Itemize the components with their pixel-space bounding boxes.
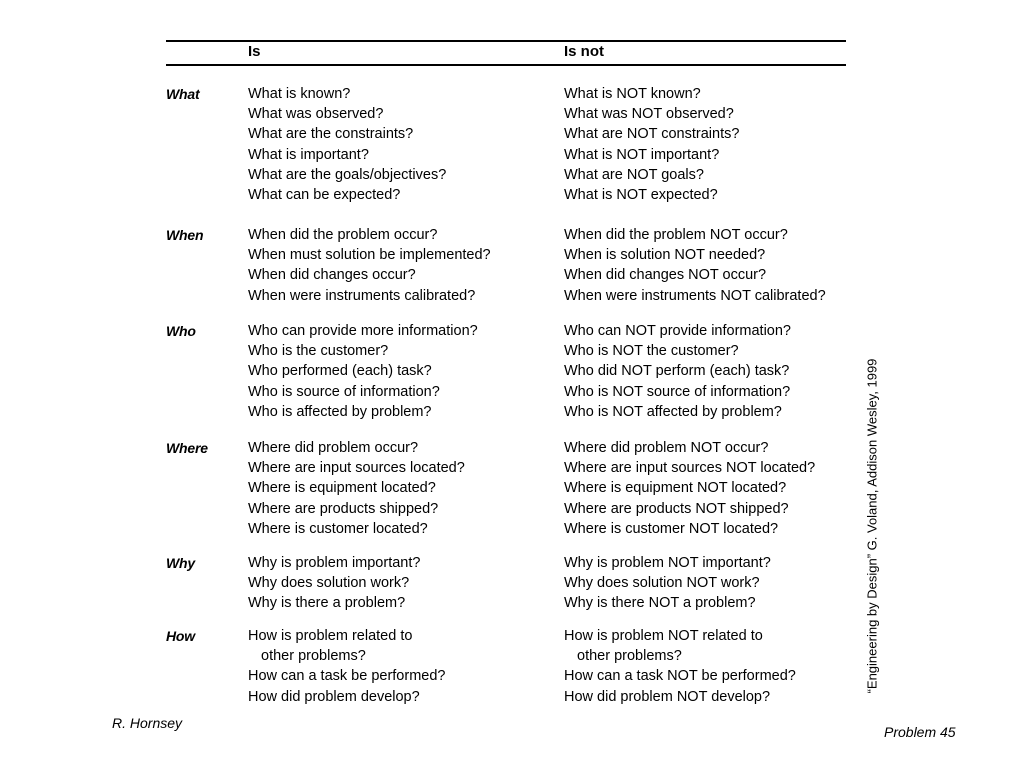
question-line: Where did problem occur? — [248, 440, 419, 456]
question-line: Where are input sources located? — [248, 460, 465, 477]
question-line: When were instruments calibrated? — [248, 287, 476, 304]
category-label: Where — [166, 440, 208, 456]
question-line: What was NOT observed? — [564, 106, 734, 123]
question-line: How can a task be performed? — [248, 668, 446, 685]
question-line: When were instruments NOT calibrated? — [564, 287, 826, 304]
is-column — [248, 438, 465, 539]
question-line: Why is there NOT a problem? — [564, 595, 756, 612]
question-line: Where is customer NOT located? — [564, 520, 779, 537]
question-line: When must solution be implemented? — [248, 247, 491, 264]
question-line: other problems? — [577, 648, 682, 665]
table-header-rule — [166, 64, 846, 66]
is-not-column — [564, 84, 739, 205]
question-line: Who is source of information? — [248, 383, 440, 400]
category-label: When — [166, 227, 204, 243]
is-not-column — [564, 626, 796, 707]
question-line: What are NOT goals? — [564, 166, 704, 183]
question-line: What is important? — [248, 146, 369, 163]
question-line: Who can provide more information? — [248, 323, 478, 339]
question-line: Where are input sources NOT located? — [564, 460, 816, 477]
question-line: How did problem develop? — [248, 688, 420, 705]
question-line: Where is customer located? — [248, 520, 428, 537]
question-line: When is solution NOT needed? — [564, 247, 766, 264]
question-line: What can be expected? — [248, 187, 401, 204]
question-line: Who performed (each) task? — [248, 363, 432, 380]
question-line: What are the goals/objectives? — [248, 166, 447, 183]
question-line: other problems? — [261, 648, 366, 665]
question-line: Who is NOT the customer? — [564, 343, 739, 360]
header-is-not: Is not — [564, 43, 604, 60]
question-line: Why is problem NOT important? — [564, 555, 771, 571]
question-line: What are NOT constraints? — [564, 126, 740, 143]
question-line: Who did NOT perform (each) task? — [564, 363, 790, 380]
question-line: What is known? — [248, 86, 351, 102]
question-line: Who is NOT source of information? — [564, 383, 791, 400]
is-column — [248, 626, 445, 707]
question-line: What is NOT important? — [564, 146, 720, 163]
category-label: Who — [166, 323, 196, 339]
question-line: Why is problem important? — [248, 555, 421, 571]
category-label: How — [166, 628, 195, 644]
question-line: Who is NOT affected by problem? — [564, 403, 782, 420]
question-line: Where are products NOT shipped? — [564, 500, 789, 517]
is-not-column — [564, 321, 791, 422]
question-line: Who can NOT provide information? — [564, 323, 792, 339]
question-line: When did the problem occur? — [248, 227, 438, 243]
question-line: When did changes NOT occur? — [564, 267, 767, 284]
question-line: What are the constraints? — [248, 126, 414, 143]
is-column — [248, 553, 420, 614]
question-line: When did the problem NOT occur? — [564, 227, 788, 243]
question-line: What was observed? — [248, 106, 384, 123]
question-line: Where is equipment located? — [248, 480, 436, 497]
category-label: Why — [166, 555, 195, 571]
is-column — [248, 84, 446, 205]
question-line: Where is equipment NOT located? — [564, 480, 787, 497]
is-not-column — [564, 438, 815, 539]
question-line: What is NOT known? — [564, 86, 701, 102]
question-line: Why does solution NOT work? — [564, 575, 760, 592]
question-line: How is problem NOT related to — [564, 628, 763, 644]
question-line: Where did problem NOT occur? — [564, 440, 769, 456]
question-line: Why does solution work? — [248, 575, 410, 592]
category-label: What — [166, 86, 200, 102]
is-column — [248, 225, 491, 306]
is-not-column — [564, 225, 826, 306]
question-line: What is NOT expected? — [564, 187, 718, 204]
question-line: How did problem NOT develop? — [564, 688, 771, 705]
question-line: Who is affected by problem? — [248, 403, 432, 420]
is-not-column — [564, 553, 771, 614]
source-credit: “Engineering by Design” G. Voland, Addison Wesley, 1999 — [864, 358, 880, 694]
is-column — [248, 321, 478, 422]
question-line: How is problem related to — [248, 628, 413, 644]
question-line: How can a task NOT be performed? — [564, 668, 796, 685]
question-line: When did changes occur? — [248, 267, 416, 284]
author-footer: R. Hornsey — [112, 715, 183, 731]
question-line: Who is the customer? — [248, 343, 389, 360]
header-is: Is — [248, 43, 261, 60]
table-top-rule — [166, 40, 846, 42]
slide-label-footer: Problem 45 — [884, 724, 956, 740]
question-line: Why is there a problem? — [248, 595, 406, 612]
question-line: Where are products shipped? — [248, 500, 439, 517]
